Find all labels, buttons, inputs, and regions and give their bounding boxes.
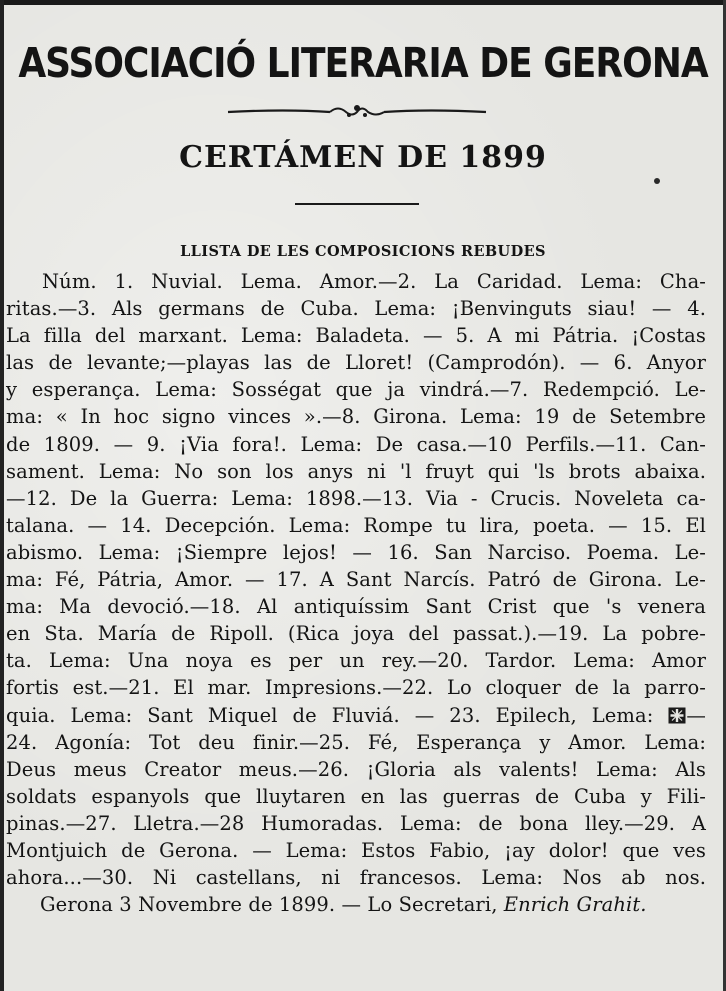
text-line: ma: Fé, Pátria, Amor. — 17. A Sant Narcís. Patró de Girona. Le-	[6, 568, 706, 592]
text-line: ma: « In hoc signo vinces ».—8. Girona. Lema: 19 de Setembre	[6, 405, 706, 429]
cross-emblem-icon	[668, 707, 686, 724]
print-speck	[654, 178, 660, 184]
text-line: —12. De la Guerra: Lema: 1898.—13. Via - Crucis. Noveleta ca-	[6, 486, 706, 510]
text-line: abismo. Lema: ¡Siempre lejos! — 16. San Narciso. Poema. Le-	[6, 540, 706, 564]
text-line: soldats espanyols que lluytaren en las guerras de Cuba y Fili-	[6, 784, 706, 808]
text-line: sament. Lema: No son los anys ni 'l fruyt qui 'ls brots abaixa.	[6, 459, 706, 483]
text-line: las de levante;—playas las de Lloret! (Camprodón). — 6. Anyor	[6, 351, 706, 375]
text-line: en Sta. María de Ripoll. (Rica joya del passat.).—19. La pobre-	[6, 622, 706, 646]
text-line: ahora...—30. Ni castellans, ni francesos. Lema: Nos ab nos.	[6, 866, 706, 890]
text-line-part: quia. Lema: Sant Miquel de Fluviá. — 23. Epilech, Lema:	[6, 703, 669, 727]
ornamental-divider-icon	[226, 103, 488, 121]
compositions-list	[6, 268, 706, 918]
text-line: talana. — 14. Decepción. Lema: Rompe tu lira, poeta. — 15. El	[6, 513, 706, 537]
text-line-part: —	[686, 703, 706, 727]
certamen-title: CERTÁMEN DE 1899	[179, 140, 547, 175]
text-line: ma: Ma devoció.—18. Al antiquíssim Sant Crist que 's venera	[6, 595, 706, 619]
text-line: y esperança. Lema: Sosségat que ja vindrá.—7. Redempció. Le-	[6, 378, 706, 402]
top-border-rule	[0, 0, 726, 5]
section-divider	[295, 203, 419, 205]
text-line: 24. Agonía: Tot deu finir.—25. Fé, Esperança y Amor. Lema:	[6, 730, 706, 754]
text-line: pinas.—27. Lletra.—28 Humoradas. Lema: de bona lley.—29. A	[6, 811, 706, 835]
signature-text: Gerona 3 Novembre de 1899. — Lo Secretari,	[40, 893, 504, 917]
signature-line	[6, 891, 706, 918]
list-heading: LLISTA DE LES COMPOSICIONS REBUDES	[180, 243, 546, 260]
text-line: Deus meus Creator meus.—26. ¡Gloria als valents! Lema: Als	[6, 757, 706, 781]
secretary-name: Enrich Grahit.	[503, 893, 647, 917]
text-line: La filla del marxant. Lema: Baladeta. — 5. A mi Pátria. ¡Costas	[6, 324, 706, 348]
text-line: ritas.—3. Als germans de Cuba. Lema: ¡Benvinguts siau! — 4.	[6, 297, 706, 321]
text-line-with-emblem	[6, 702, 706, 729]
text-line: fortis est.—21. El mar. Impresions.—22. Lo cloquer de la parro-	[6, 676, 706, 700]
text-line: Núm. 1. Nuvial. Lema. Amor.—2. La Caridad. Lema: Cha-	[42, 270, 706, 293]
text-line: de 1809. — 9. ¡Via fora!. Lema: De casa.—10 Perfils.—11. Can-	[6, 432, 706, 456]
text-line: Montjuich de Gerona. — Lema: Estos Fabio, ¡ay dolor! que ves	[6, 838, 706, 862]
masthead-title: ASSOCIACIÓ LITERARIA DE GERONA	[18, 40, 708, 88]
text-line: ta. Lema: Una noya es per un rey.—20. Tardor. Lema: Amor	[6, 649, 706, 673]
